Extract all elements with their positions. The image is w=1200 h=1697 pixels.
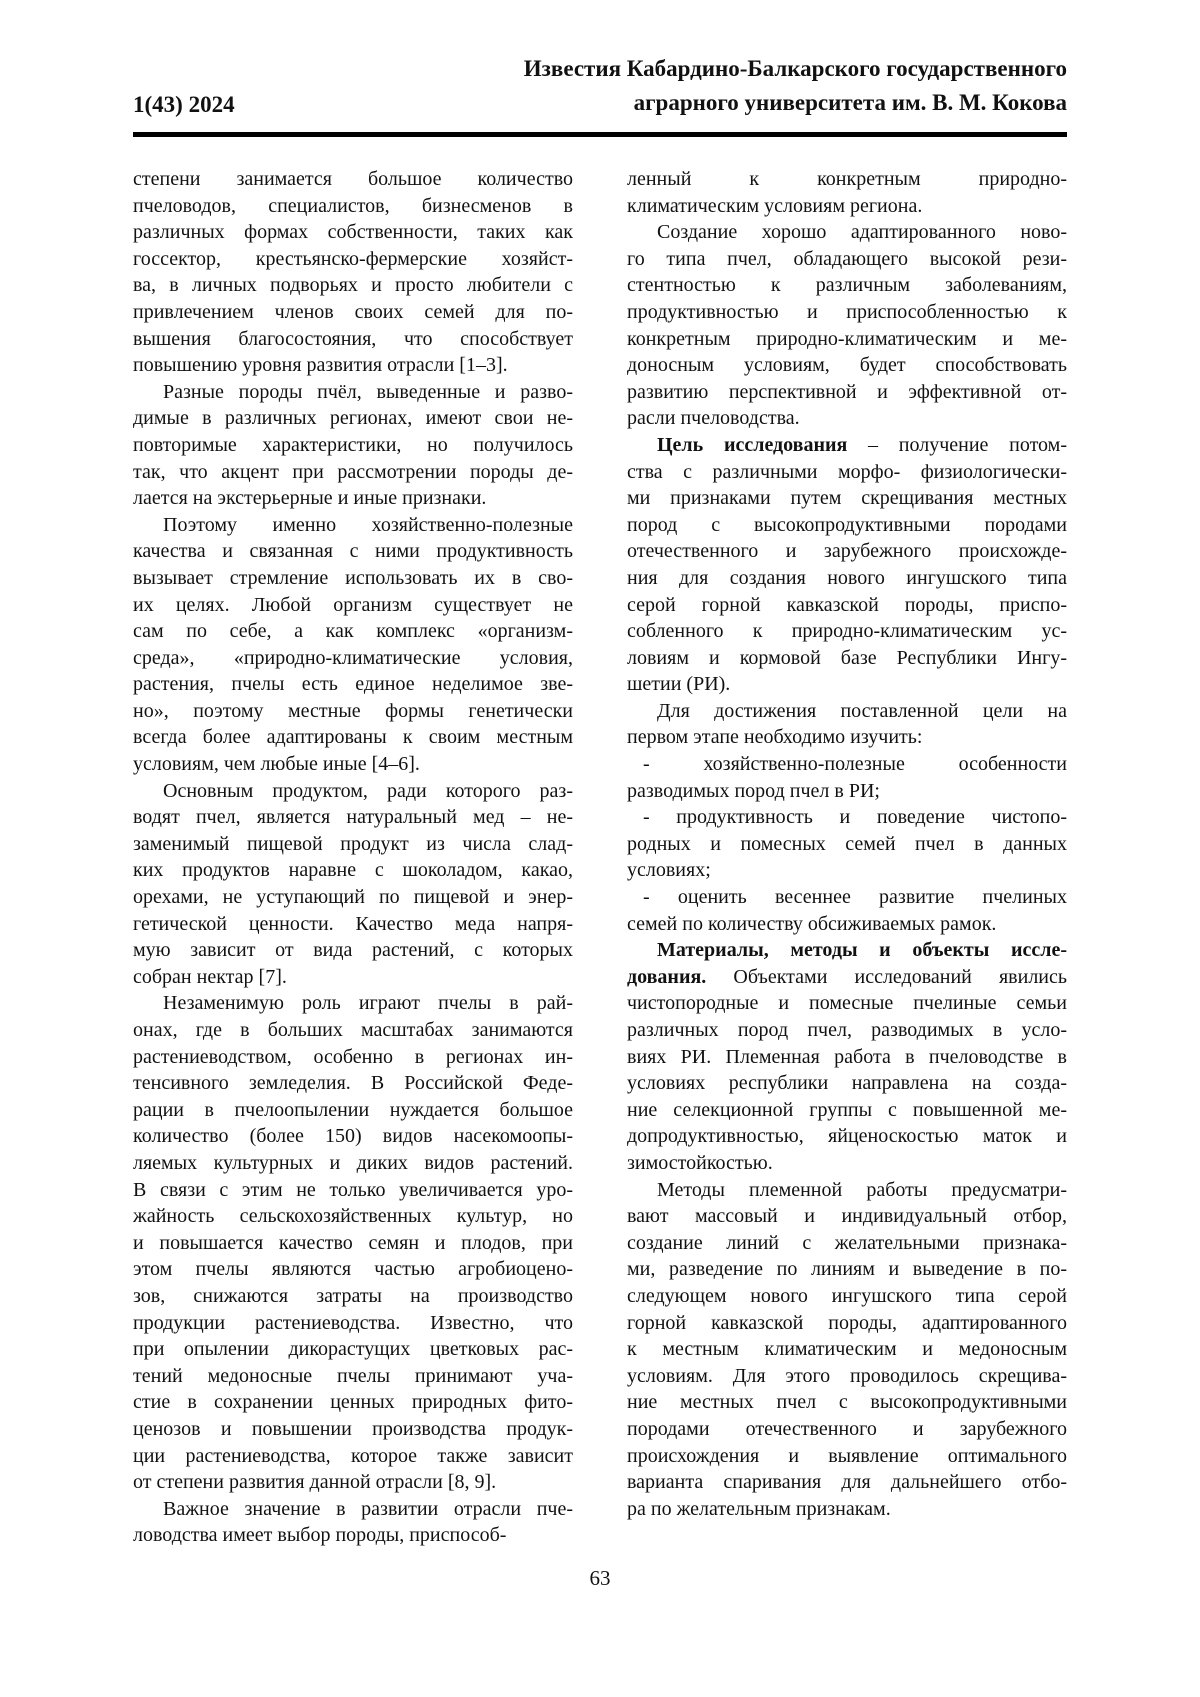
text-line: собран нектар [7].	[133, 965, 287, 988]
text-line: ния для создания нового ингушского типа	[627, 566, 1067, 589]
text-line: собленного к природно-климатическим ус-	[627, 620, 1067, 643]
text-line: ние местных пчел с высокопродуктивными	[627, 1391, 1067, 1414]
text-line: ких продуктов наравне с шоколадом, какао,	[133, 859, 573, 882]
text-line: вают массовый и индивидуальный отбор,	[627, 1205, 1067, 1228]
text-line: сам по себе, а как комплекс «организм-	[133, 620, 573, 643]
text-line: - хозяйственно-полезные особенности	[643, 753, 1067, 776]
text-line: Материалы, методы и объекты иссле-	[657, 939, 1067, 962]
text-line: мую зависит от вида растений, с которых	[133, 939, 573, 962]
text-line: водят пчел, является натуральный мед – не-	[133, 806, 573, 829]
text-line: зимостойкостью.	[627, 1151, 773, 1174]
text-line: стие в сохранении ценных природных фито-	[133, 1391, 573, 1414]
text-line: ценозов и повышении производства продук-	[133, 1417, 573, 1440]
text-line: вышения благосостояния, что способствует	[133, 327, 573, 350]
text-line: лается на экстерьерные и иные признаки.	[133, 487, 487, 510]
text-line: расли пчеловодства.	[627, 407, 800, 430]
text-line: тенсивного земледелия. В Российской Феде-	[133, 1072, 573, 1095]
text-line: В связи с этим не только увеличивается уро-	[133, 1178, 573, 1201]
text-line: повторимые характеристики, но получилось	[133, 433, 573, 456]
text-line: от степени развития данной отрасли [8, 9].	[133, 1471, 497, 1494]
page-number: 63	[589, 1566, 611, 1590]
text-line: вызывает стремление использовать их в сво-	[133, 566, 573, 589]
text-line: разводимых пород пчел в РИ;	[627, 779, 880, 802]
text-line: Создание хорошо адаптированного ново-	[657, 221, 1067, 244]
text-line: среда», «природно-климатические условия,	[133, 646, 573, 669]
text-line: ловиям и кормовой базе Республики Ингу-	[627, 646, 1067, 669]
left-column	[133, 166, 573, 1549]
text-line: климатическим условиям региона.	[627, 194, 923, 217]
text-line: ленный к конкретным природно-	[627, 168, 1067, 190]
text-line: чистопородные и помесные пчелиные семьи	[627, 992, 1067, 1015]
page-footer	[133, 1566, 1067, 1591]
text-line: родных и помесных семей пчел в данных	[627, 832, 1067, 855]
text-line: степени занимается большое количество	[133, 168, 573, 190]
text-line: конкретным природно-климатическим и ме-	[627, 327, 1067, 350]
text-line: зов, снижаются затраты на производство	[133, 1284, 573, 1307]
text-line: условиях;	[627, 859, 711, 882]
text-line: орехами, не уступающий по пищевой и энер-	[133, 886, 573, 909]
text-line: Для достижения поставленной цели на	[657, 699, 1067, 722]
text-line: госсектор, крестьянско-фермерские хозяйст-	[133, 247, 573, 270]
text-line: первом этапе необходимо изучить:	[627, 726, 923, 749]
text-line: горной кавказской породы, адаптированного	[627, 1311, 1067, 1334]
text-line: следующем нового ингушского типа серой	[627, 1284, 1067, 1307]
journal-title	[524, 52, 1067, 120]
text-line: различных пород пчел, разводимых в усло-	[627, 1019, 1067, 1041]
journal-title-line2: аграрного университета им. В. М. Кокова	[633, 90, 1067, 115]
text-line: происхождения и выявление оптимального	[627, 1444, 1067, 1467]
text-line: ние селекционной группы с повышенной ме-	[627, 1098, 1067, 1121]
text-line: Разные породы пчёл, выведенные и разво-	[163, 380, 573, 403]
text-line: при опылении дикорастущих цветковых рас-	[133, 1338, 573, 1361]
journal-title-line1: Известия Кабардино-Балкарского государственного	[523, 56, 1067, 81]
text-line: ства с различными морфо- физиологически-	[627, 460, 1067, 483]
text-line: этом пчелы являются частью агробиоцено-	[133, 1258, 573, 1281]
text-line: Цель исследования – получение потом-	[657, 433, 1067, 456]
text-line: ра по желательным признакам.	[627, 1497, 891, 1520]
text-line: привлечением членов своих семей для по-	[133, 300, 573, 323]
text-line: продуктивностью и приспособленностью к	[627, 300, 1067, 323]
text-line: димые в различных регионах, имеют свои не-	[133, 407, 573, 430]
text-line: жайность сельскохозяйственных культур, но	[133, 1205, 573, 1228]
text-line: Незаменимую роль играют пчелы в рай-	[163, 992, 573, 1015]
text-line: их целях. Любой организм существует не	[133, 593, 573, 616]
text-line: стентностью к различным заболеваниям,	[627, 274, 1067, 297]
text-line: варианта спаривания для дальнейшего отбо-	[627, 1471, 1067, 1494]
text-line: растениеводством, особенно в регионах ин-	[133, 1045, 573, 1068]
text-line: допродуктивностью, яйценоскостью маток и	[627, 1125, 1067, 1148]
text-line: онах, где в больших масштабах занимаются	[133, 1019, 573, 1041]
text-line: к местным климатическим и медоносным	[627, 1338, 1067, 1361]
text-line: заменимый пищевой продукт из числа слад-	[133, 832, 573, 855]
text-line: ляемых культурных и диких видов растений.	[133, 1151, 573, 1174]
article-body	[133, 166, 1067, 1549]
text-line: различных формах собственности, таких как	[133, 221, 573, 244]
text-line: тений медоносные пчелы принимают уча-	[133, 1364, 573, 1387]
right-column	[627, 166, 1067, 1549]
text-line: Поэтому именно хозяйственно-полезные	[163, 513, 573, 536]
text-line: условиях республики направлена на созда-	[627, 1072, 1067, 1095]
text-line: так, что акцент при рассмотрении породы де-	[133, 460, 573, 483]
text-line: семей по количеству обсиживаемых рамок.	[627, 912, 997, 935]
text-line: условиям. Для этого проводилось скрещива-	[627, 1364, 1067, 1387]
text-line: создание линий с желательными признака-	[627, 1231, 1067, 1254]
text-line: го типа пчел, обладающего высокой рези-	[627, 247, 1067, 270]
text-line: качества и связанная с ними продуктивность	[133, 540, 573, 563]
text-line: ва, в личных подворьях и просто любители с	[133, 274, 573, 297]
text-line: виях РИ. Племенная работа в пчеловодстве в	[627, 1045, 1067, 1068]
text-line: Важное значение в развитии отрасли пче-	[163, 1497, 573, 1520]
text-line: гетической ценности. Качество меда напря-	[133, 912, 573, 935]
text-line: но», поэтому местные формы генетически	[133, 699, 573, 722]
text-line: всегда более адаптированы к своим местным	[133, 726, 573, 749]
text-line: количество (более 150) видов насекомоопы-	[133, 1125, 573, 1148]
text-line: пород с высокопродуктивными породами	[627, 513, 1067, 536]
text-line: ми признаками путем скрещивания местных	[627, 487, 1067, 510]
text-line: отечественного и зарубежного происхожде-	[627, 540, 1067, 563]
issue-number: 1(43) 2024	[133, 92, 235, 117]
text-line: дования. Объектами исследований явились	[627, 965, 1067, 988]
text-line: Методы племенной работы предусматри-	[657, 1178, 1067, 1201]
text-line: Основным продуктом, ради которого раз-	[163, 779, 573, 802]
text-line: пчеловодов, специалистов, бизнесменов в	[133, 194, 573, 217]
text-line: и повышается качество семян и плодов, при	[133, 1231, 573, 1254]
text-line: - оценить весеннее развитие пчелиных	[643, 886, 1067, 909]
header-rule	[133, 132, 1067, 137]
text-line: повышению уровня развития отрасли [1–3].	[133, 354, 508, 377]
text-line: ловодства имеет выбор породы, приспособ-	[133, 1524, 507, 1547]
text-line: серой горной кавказской породы, приспо-	[627, 593, 1067, 616]
text-line: условиям, чем любые иные [4–6].	[133, 753, 420, 776]
text-line: шетии (РИ).	[627, 673, 731, 696]
text-line: развитию перспективной и эффективной от-	[627, 380, 1067, 403]
page-header	[133, 52, 1067, 137]
text-line: доносным условиям, будет способствовать	[627, 354, 1067, 377]
text-line: продукции растениеводства. Известно, что	[133, 1311, 573, 1334]
text-line: рации в пчелоопылении нуждается большое	[133, 1098, 573, 1121]
text-line: растения, пчелы есть единое неделимое зве-	[133, 673, 573, 696]
text-line: породами отечественного и зарубежного	[627, 1417, 1067, 1440]
text-line: ми, разведение по линиям и выведение в по-	[627, 1258, 1067, 1281]
text-line: - продуктивность и поведение чистопо-	[643, 806, 1067, 829]
text-line: ции растениеводства, которое также зависит	[133, 1444, 573, 1467]
